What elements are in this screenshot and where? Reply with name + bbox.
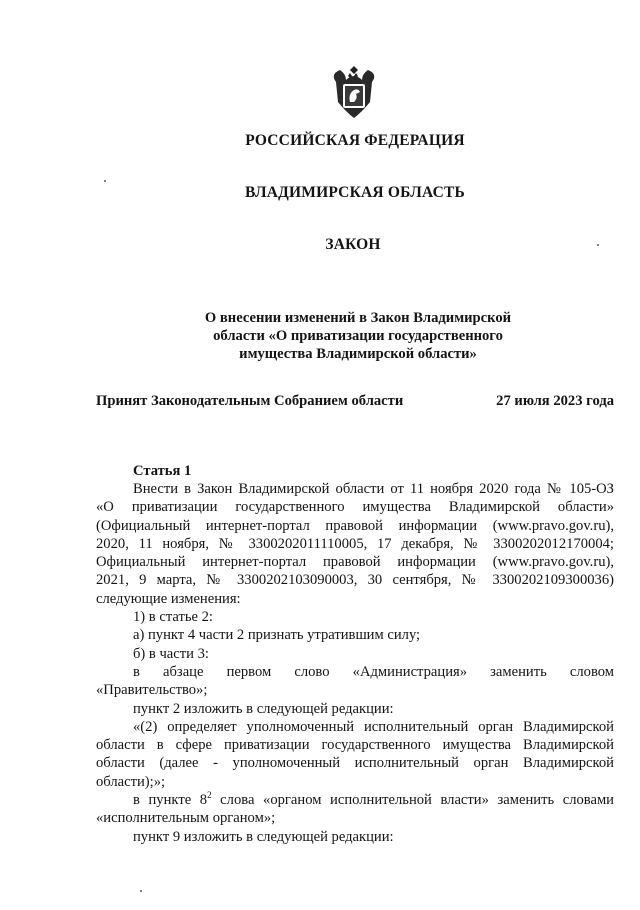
text-line: а) пункт 4 части 2 признать утратившим силу;	[133, 627, 421, 644]
text-line: 2020, 11 ноября, № 3300202011110005, 17 декабря, № 3300202012170004;	[96, 535, 614, 552]
text-line: в абзаце первом слово «Администрация» заменить словом	[133, 663, 614, 680]
text-line: области);»;	[96, 773, 166, 790]
adopted-by: Принят Законодательным Собранием области	[96, 393, 404, 409]
coat-of-arms-icon	[328, 64, 380, 122]
text-line: «(2) определяет уполномоченный исполнительный орган Владимирской	[133, 718, 614, 735]
text-line: «О приватизации государственного имущества Владимирской области»	[96, 499, 614, 516]
scan-speck	[104, 180, 106, 182]
subject-line: О внесении изменений в Закон Владимирской	[204, 310, 512, 326]
country-heading: РОССИЙСКАЯ ФЕДЕРАЦИЯ	[245, 132, 465, 149]
text-line-with-superscript	[96, 791, 614, 809]
text-fragment: слова «органом исполнительной власти» заменить словами	[211, 792, 614, 809]
law-subject	[190, 309, 526, 363]
text-line: области (далее - уполномоченный исполнительный орган Владимирской	[96, 755, 614, 772]
text-line: пункт 2 изложить в следующей редакции:	[133, 700, 394, 717]
region-heading: ВЛАДИМИРСКАЯ ОБЛАСТЬ	[245, 184, 465, 201]
text-line: Официальный интернет-портал правовой информации (www.pravo.gov.ru),	[96, 554, 614, 571]
text-line: Внести в Закон Владимирской области от 11 ноября 2020 года № 105-ОЗ	[133, 481, 614, 497]
text-line: следующие изменения:	[96, 590, 241, 607]
article-title: Статья 1	[133, 463, 192, 479]
text-line: 1) в статье 2:	[133, 609, 213, 626]
adoption-date: 27 июля 2023 года	[496, 393, 614, 409]
text-line: «Правительство»;	[96, 682, 208, 699]
text-line: «исполнительным органом»;	[96, 810, 276, 827]
text-line: области в сфере приватизации государственного имущества Владимирской	[96, 737, 614, 754]
subject-line: области «О приватизации государственного	[213, 328, 503, 344]
text-line: б) в части 3:	[133, 645, 209, 662]
scan-speck	[140, 890, 142, 892]
subject-line: имущества Владимирской области»	[239, 346, 477, 362]
document-type-heading: ЗАКОН	[325, 236, 381, 253]
text-line: пункт 9 изложить в следующей редакции:	[133, 828, 394, 845]
text-fragment: в пункте 8	[133, 792, 208, 809]
text-line: (Официальный интернет-портал правовой информации (www.pravo.gov.ru),	[96, 517, 614, 534]
article-body	[96, 480, 614, 846]
text-line: 2021, 9 марта, № 3300202103090003, 30 сентября, № 3300202109300036)	[96, 572, 614, 589]
superscript: 2	[207, 790, 212, 801]
scan-speck	[597, 244, 599, 246]
